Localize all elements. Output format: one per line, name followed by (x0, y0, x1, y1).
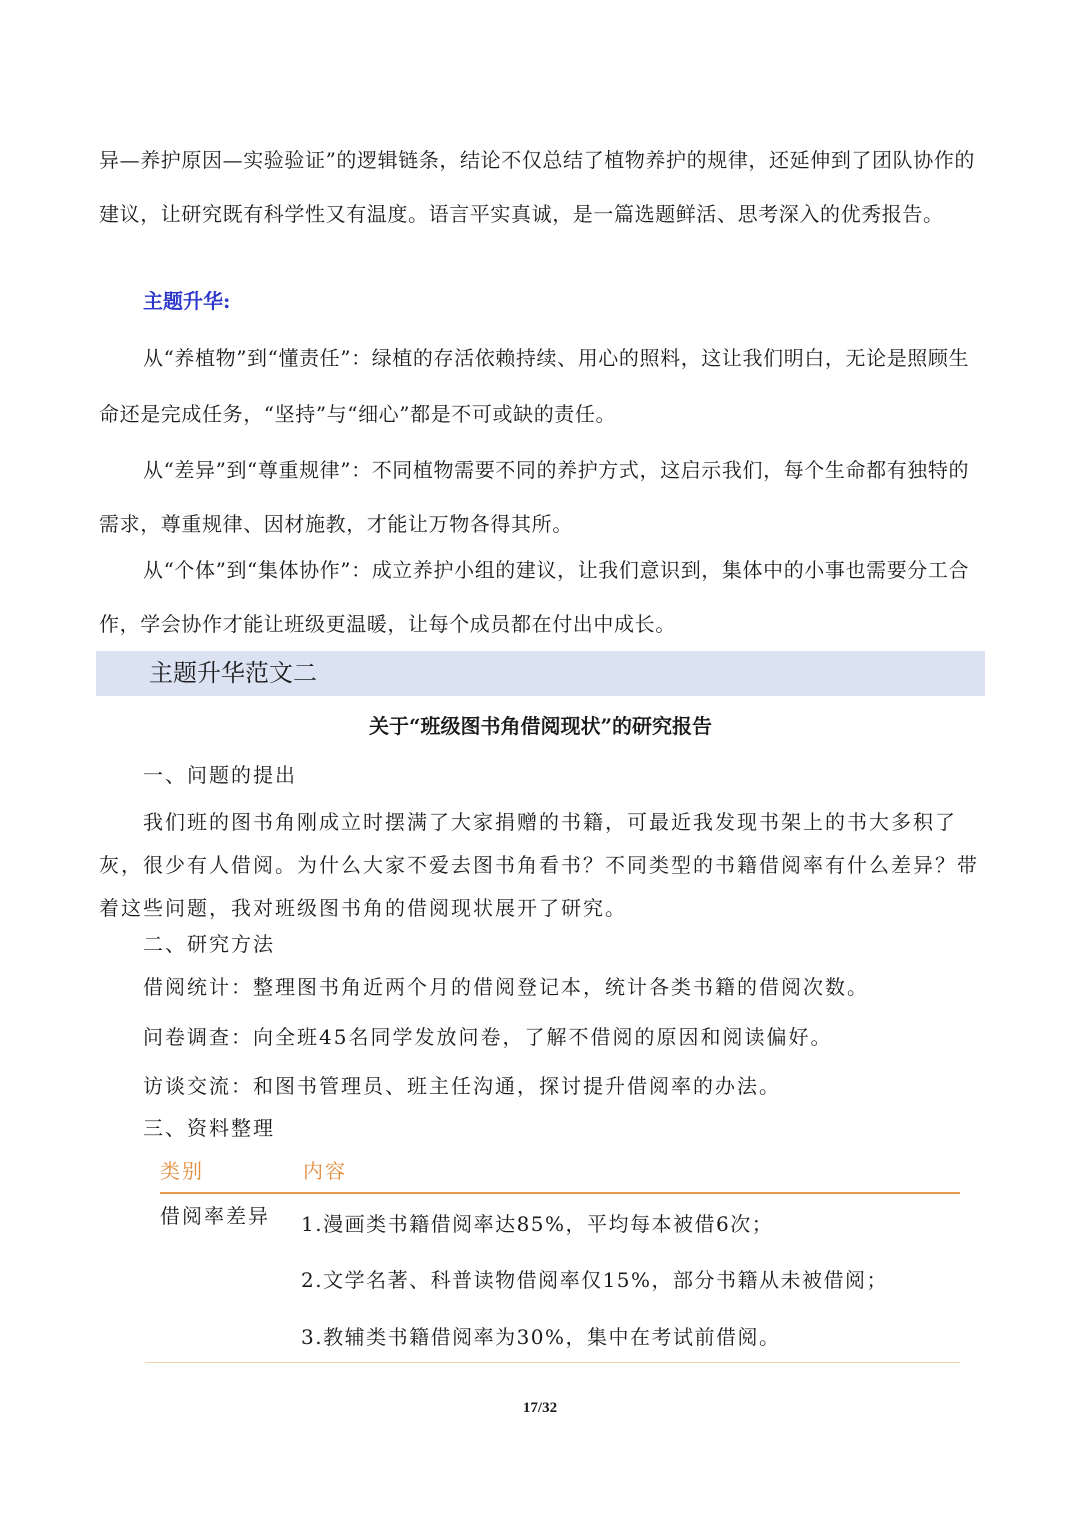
theme-paragraph-1: 从“养植物”到“懂责任”：绿植的存活依赖持续、用心的照料，这让我们明白，无论是照顾生命还是完成任务，“坚持”与“细心”都是不可或缺的责任。 (99, 346, 970, 426)
theme-heading: 主题升华: (143, 289, 231, 313)
table-header-category: 类别 (160, 1159, 204, 1183)
table-row-label: 借阅率差异 (160, 1204, 270, 1228)
theme-paragraph-2: 从“差异”到“尊重规律”：不同植物需要不同的养护方式，这启示我们，每个生命都有独特的需求，尊重规律、因材施教，才能让万物各得其所。 (99, 458, 970, 536)
table-header (160, 1154, 960, 1194)
table-bottom-rule (145, 1362, 960, 1363)
section2-heading: 二、研究方法 (143, 932, 275, 956)
section-band (96, 651, 985, 696)
method-item: 借阅统计：整理图书角近两个月的借阅登记本，统计各类书籍的借阅次数。 (143, 975, 869, 999)
table-cell-item: 1.漫画类书籍借阅率达85%，平均每本被借6次； (301, 1212, 774, 1236)
table-cell-item: 2.文学名著、科普读物借阅率仅15%，部分书籍从未被借阅； (301, 1268, 889, 1292)
table-header-content: 内容 (303, 1159, 347, 1183)
theme-paragraph-3: 从“个体”到“集体协作”：成立养护小组的建议，让我们意识到，集体中的小事也需要分工合作，学会协作才能让班级更温暖，让每个成员都在付出中成长。 (99, 558, 970, 636)
method-item: 访谈交流：和图书管理员、班主任沟通，探讨提升借阅率的办法。 (143, 1074, 781, 1098)
section1-body: 我们班的图书角刚成立时摆满了大家捐赠的书籍，可最近我发现书架上的书大多积了灰，很少有人借阅。为什么大家不爱去图书角看书？不同类型的书籍借阅率有什么差异？带着这些问题，我对班级图书角的借阅现状展开了研究。 (99, 810, 979, 920)
continued-paragraph: 异—养护原因—实验验证”的逻辑链条，结论不仅总结了植物养护的规律，还延伸到了团队协作的建议，让研究既有科学性又有温度。语言平实真诚，是一篇选题鲜活、思考深入的优秀报告。 (99, 148, 976, 226)
section3-heading: 三、资料整理 (143, 1116, 275, 1140)
table-cell-item: 3.教辅类书籍借阅率为30%，集中在考试前借阅。 (301, 1325, 781, 1349)
section1-heading: 一、问题的提出 (143, 763, 297, 787)
page-number: 17/32 (522, 1400, 558, 1416)
report-title: 关于“班级图书角借阅现状”的研究报告 (368, 714, 712, 738)
method-item: 问卷调查：向全班45名同学发放问卷，了解不借阅的原因和阅读偏好。 (143, 1025, 833, 1049)
section-band-title: 主题升华范文二 (149, 659, 317, 687)
